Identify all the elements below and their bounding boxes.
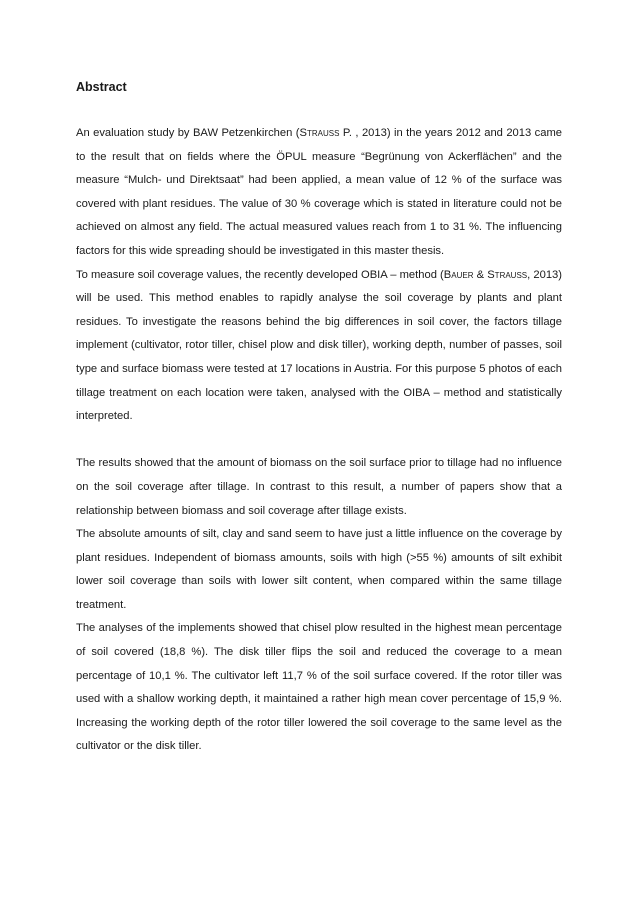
document-page — [76, 76, 562, 759]
abstract-heading: Abstract — [76, 80, 127, 94]
p1-author: Strauss — [299, 127, 340, 139]
paragraph-3: The results showed that the amount of biomass on the soil surface prior to tillage had no influence on the soil coverage after tillage. In contrast to this result, a number of papers show that a relationship between biomass and soil coverage after tillage exists. — [76, 457, 562, 517]
p2-text-b: , 2013) will be used. This method enables to rapidly analyse the soil coverage by plants and plant residues. To investigate the reasons behind the big differences in soil cover, the factors tillage implement (cultivator, rotor tiller, chisel plow and disk tiller), working depth, number of passes, soil type and surface biomass were tested at 17 locations in Austria. For this purpose 5 photos of each tillage treatment on each location were taken, analysed with the OIBA – method and statistically interpreted. — [76, 268, 562, 423]
p2-author-2: Strauss — [487, 268, 528, 281]
spacer — [76, 98, 562, 122]
spacer — [76, 429, 562, 453]
paragraph-1 — [76, 122, 562, 264]
p2-author-1: Bauer — [443, 268, 474, 281]
p2-ampersand: & — [473, 268, 488, 281]
p1-text-a: An evaluation study by BAW Petzenkirchen ( — [76, 127, 300, 139]
paragraph-5: The analyses of the implements showed that chisel plow resulted in the highest mean percentage of soil covered (18,8 %). The disk tiller flips the soil and reduced the coverage to a mean percentage of 10,1 %. The cultivator left 11,7 % of the soil surface covered. If the rotor tiller was used with a shallow working depth, it maintained a rather high mean cover percentage of 15,9 %. Increasing the working depth of the rotor tiller lowered the soil coverage to the same level as the cultivator or the disk tiller. — [76, 622, 562, 753]
p2-text-a: To measure soil coverage values, the recently developed OBIA – method ( — [76, 268, 444, 281]
paragraph-2 — [76, 264, 562, 429]
p1-text-b: P. , 2013) in the years 2012 and 2013 came to the result that on fields where the ÖPUL measure “Begrünung von Ackerflächen” and the measure “Mulch- und Direktsaat” had been applied, a mean value of 12 % of the surface was covered with plant residues. The value of 30 % coverage which is stated in literature could not be achieved on almost any field. The actual measured values reach from 1 to 31 %. The influencing factors for this wide spreading should be investigated in this master thesis. — [76, 127, 562, 257]
paragraph-4: The absolute amounts of silt, clay and sand seem to have just a little influence on the coverage by plant residues. Independent of biomass amounts, soils with high (>55 %) amounts of silt exhibit lower soil coverage than soils with lower silt content, when compared within the same tillage treatment. — [76, 528, 562, 611]
